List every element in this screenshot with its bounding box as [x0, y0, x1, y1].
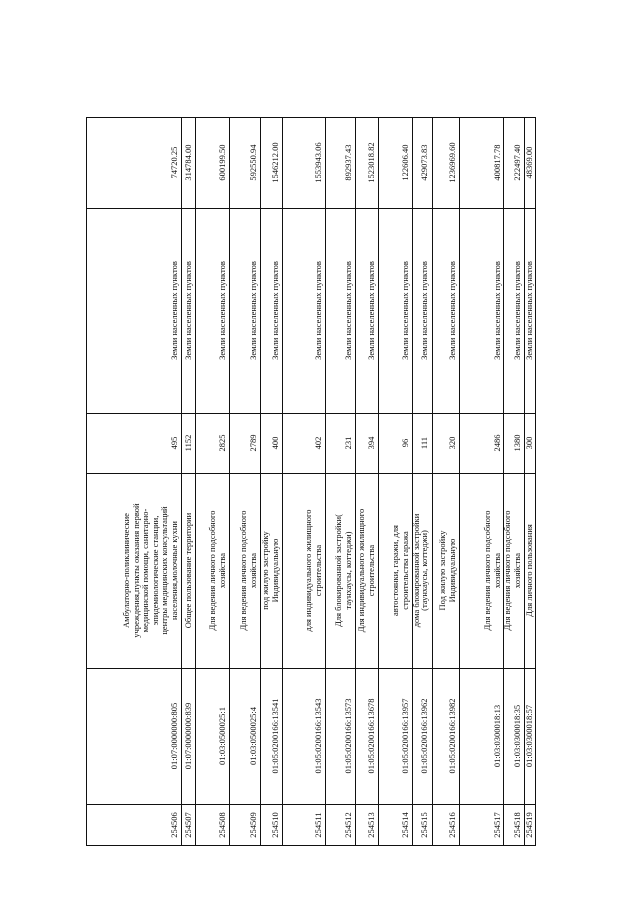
- cell-val: 48369.00: [523, 146, 534, 179]
- cell-id: 254518: [511, 812, 522, 838]
- cell-use: автостоянки, гаражи, для: [390, 525, 400, 616]
- cell-cad: 01:07:0000000:805: [168, 702, 179, 770]
- cell-cad: 01:05:0200166:13678: [365, 698, 376, 774]
- cell-id: 254506: [168, 812, 179, 838]
- cell-area: 231: [342, 436, 353, 450]
- cell-area: 394: [365, 436, 376, 450]
- cell-area: 2789: [247, 434, 258, 452]
- cell-id: 254517: [491, 812, 502, 838]
- cell-id: 254514: [399, 812, 410, 838]
- cell-cad: 01:03:0500025:4: [247, 706, 258, 766]
- cell-val: 222497.40: [511, 144, 522, 181]
- cell-id: 254509: [247, 812, 258, 838]
- cell-use: населения,молочные кухни: [168, 521, 179, 620]
- cell-area: 402: [312, 436, 323, 450]
- cell-use: хозяйства: [216, 552, 227, 589]
- cell-use: учреждения,пункты оказания первой: [130, 503, 141, 638]
- cell-area: 2825: [216, 434, 227, 452]
- cell-cad: 01:07:0000000:839: [182, 702, 193, 770]
- cell-use: эпидемиологические станции,: [149, 515, 160, 626]
- cell-val: 429073.83: [418, 144, 429, 181]
- cell-id: 254508: [216, 812, 227, 838]
- cell-use: хозяйства: [491, 552, 502, 589]
- cell-cat: Земли населенных пунктов: [168, 261, 179, 360]
- cell-area: 495: [168, 436, 179, 450]
- cell-id: 254511: [312, 812, 323, 838]
- cell-use: Под жилую застройку: [437, 530, 447, 611]
- cell-area: 2486: [491, 434, 502, 452]
- cell-val: 592550.94: [247, 144, 258, 181]
- cell-area: 300: [523, 436, 534, 450]
- cell-cat: Земли населенных пунктов: [399, 261, 410, 360]
- cell-cat: Земли населенных пунктов: [342, 261, 353, 360]
- cell-cat: Земли населенных пунктов: [247, 261, 258, 360]
- cell-cad: 01:05:0200166:13982: [446, 698, 457, 774]
- cell-val: 600199.50: [216, 144, 227, 181]
- cell-area: 400: [269, 436, 280, 450]
- cell-val: 1546212.00: [269, 142, 280, 183]
- cell-use: Для индивидуального жилищного: [356, 508, 366, 633]
- cell-val: 122606.40: [399, 144, 410, 181]
- cell-cat: Земли населенных пунктов: [365, 261, 376, 360]
- cell-use: Для ведения личного подсобного: [207, 510, 217, 631]
- cell-cat: Земли населенных пунктов: [523, 261, 534, 360]
- cell-val: 74720.25: [168, 146, 179, 179]
- cell-cad: 01:03:0300018:13: [491, 704, 502, 768]
- cell-use: медицинской помощи, санитарно-: [140, 508, 150, 633]
- cell-id: 254512: [342, 812, 353, 838]
- cell-id: 254510: [269, 812, 280, 838]
- cell-cad: 01:03:0300018:57: [523, 704, 534, 768]
- cell-id: 254516: [446, 812, 457, 838]
- cell-val: 1523018.82: [365, 142, 376, 183]
- cell-use: Для блокированной застройки(: [333, 514, 343, 627]
- cell-use: Для ведения личного подсобного: [482, 510, 492, 631]
- cell-area: 1380: [511, 434, 522, 452]
- cell-area: 96: [399, 438, 410, 448]
- cell-use: под жилую застройку: [260, 531, 270, 610]
- cell-use: строительства: [365, 544, 376, 597]
- cell-use: Амбулаторно-поликлинические: [121, 513, 131, 628]
- cell-cat: Земли населенных пунктов: [312, 261, 323, 360]
- cell-id: 254507: [182, 812, 193, 838]
- cell-cat: Земли населенных пунктов: [491, 261, 502, 360]
- cell-cat: Земли населенных пунктов: [511, 261, 522, 360]
- cell-use: Индивидуальную: [269, 538, 280, 603]
- cell-val: 400817.78: [491, 144, 502, 181]
- cell-area: 1152: [182, 434, 193, 452]
- cell-val: 1553943.06: [312, 142, 323, 183]
- cell-cad: 01:05:0200166:13957: [399, 698, 410, 774]
- cell-id: 254515: [418, 812, 429, 838]
- cell-use: строительства: [312, 544, 323, 597]
- cell-val: 892937.43: [342, 144, 353, 181]
- cell-use: хозяйства: [511, 552, 522, 589]
- cell-use: Индивидуальную: [446, 538, 457, 603]
- cell-cat: Земли населенных пунктов: [446, 261, 457, 360]
- cell-use: Для ведения личного подсобного: [238, 510, 248, 631]
- cell-id: 254513: [365, 812, 376, 838]
- cell-val: 314784.00: [182, 144, 193, 181]
- cell-id: 254519: [523, 812, 534, 838]
- cell-val: 1236969.60: [446, 142, 457, 183]
- cell-use: дома блокированной застройки: [411, 513, 421, 628]
- cell-use: Общее пользование территории: [182, 512, 193, 629]
- cell-cat: Земли населенных пунктов: [216, 261, 227, 360]
- cell-use: таунхаусы, коттеджи): [342, 531, 353, 610]
- cell-use: для индивидуального жилищного: [303, 509, 313, 632]
- cell-cat: Земли населенных пунктов: [269, 261, 280, 360]
- cell-cad: 01:05:0200166:13573: [342, 698, 353, 774]
- cell-cad: 01:03:0500025:1: [216, 706, 227, 766]
- cell-area: 320: [446, 436, 457, 450]
- cell-cad: 01:03:0300018:35: [511, 704, 522, 768]
- cell-cad: 01:05:0200166:13962: [418, 698, 429, 774]
- land-plots-table: [86, 117, 536, 846]
- cell-cad: 01:05:0200166:13541: [269, 698, 280, 774]
- cell-cat: Земли населенных пунктов: [418, 261, 429, 360]
- cell-cad: 01:05:0200166:13543: [312, 698, 323, 774]
- cell-use: строительства гаража: [399, 531, 410, 610]
- cell-cat: Земли населенных пунктов: [182, 261, 193, 360]
- cell-use: хозяйства: [247, 552, 258, 589]
- cell-use: центры медицинских консультаций: [159, 506, 169, 635]
- cell-use: Для личного пользования: [523, 524, 534, 617]
- cell-use: (таунхаусы, коттеджи): [418, 530, 429, 611]
- cell-area: 111: [418, 436, 429, 450]
- cell-use: Для ведения личного подсобного: [502, 510, 512, 631]
